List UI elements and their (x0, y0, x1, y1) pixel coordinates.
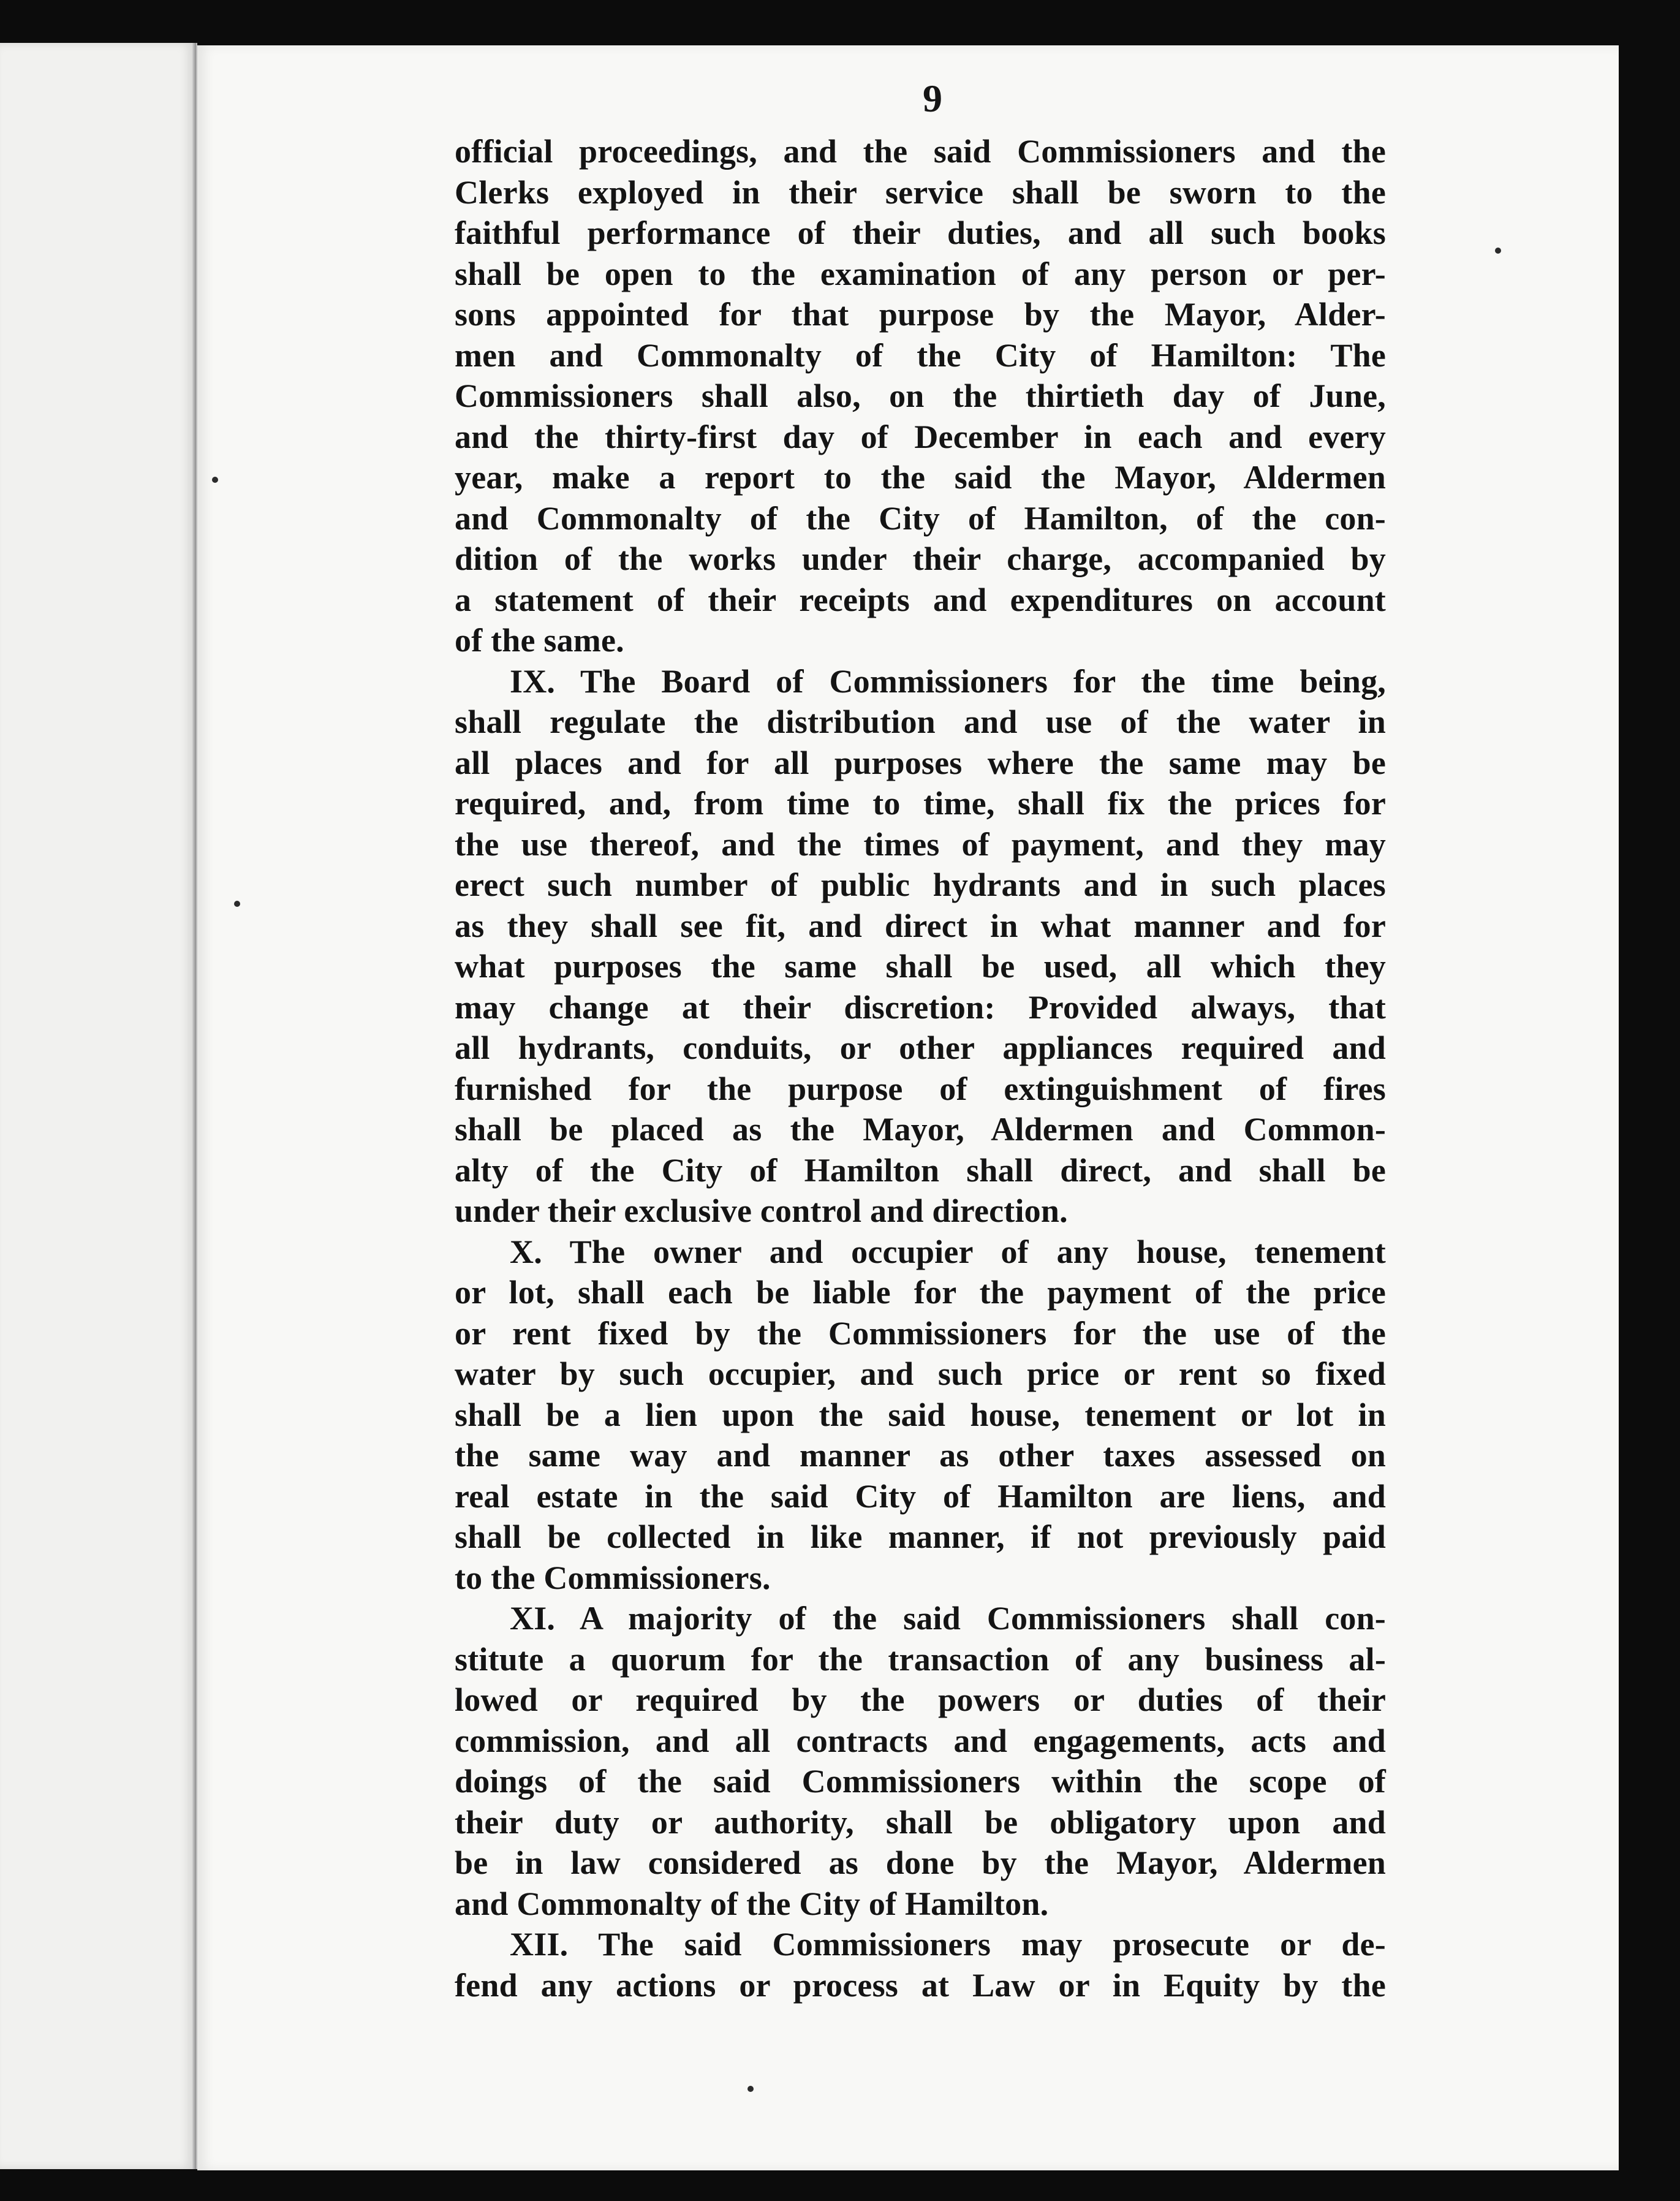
text-line: required, and, from time to time, shall fix the prices for (455, 785, 1386, 822)
text-line: a statement of their receipts and expenditures on account (455, 581, 1386, 618)
text-line: may change at their discretion: Provided always, that (455, 988, 1386, 1026)
text-line: real estate in the said City of Hamilton are liens, and (455, 1477, 1386, 1515)
text-line: all places and for all purposes where the same may be (455, 744, 1386, 781)
text-line: doings of the said Commissioners within the scope of (455, 1763, 1386, 1800)
text-line: to the Commissioners. (455, 1559, 771, 1596)
text-line: commission, and all contracts and engagements, acts and (455, 1722, 1386, 1759)
text-line: or rent fixed by the Commissioners for the use of the (455, 1314, 1386, 1352)
text-line: IX. The Board of Commissioners for the time being, (510, 662, 1386, 700)
text-line: or lot, shall each be liable for the payment of the price (455, 1274, 1386, 1311)
page-spine-shadow (192, 43, 196, 2169)
page-number: 9 (923, 77, 942, 120)
text-line: of the same. (455, 622, 624, 659)
text-line: furnished for the purpose of extinguishment of fires (455, 1070, 1386, 1107)
ink-speck (747, 2086, 754, 2092)
text-line: dition of the works under their charge, accompanied by (455, 540, 1386, 577)
text-line: erect such number of public hydrants and in such places (455, 866, 1386, 903)
text-line: lowed or required by the powers or duties of their (455, 1681, 1386, 1718)
text-line: the same way and manner as other taxes assessed on (455, 1437, 1386, 1474)
text-line: men and Commonalty of the City of Hamilton: The (455, 336, 1386, 374)
text-line: stitute a quorum for the transaction of any business al- (455, 1640, 1386, 1678)
text-line: and Commonalty of the City of Hamilton, of the con- (455, 499, 1386, 537)
text-line: official proceedings, and the said Commissioners and the (455, 133, 1386, 170)
text-line: XI. A majority of the said Commissioners shall con- (510, 1600, 1386, 1637)
text-line: shall be placed as the Mayor, Aldermen and Common- (455, 1111, 1386, 1148)
text-line: under their exclusive control and direction. (455, 1192, 1068, 1229)
text-line: Commissioners shall also, on the thirtieth day of June, (455, 377, 1386, 414)
text-line: their duty or authority, shall be obligatory upon and (455, 1803, 1386, 1841)
ink-speck (212, 477, 218, 483)
text-line: be in law considered as done by the Mayor, Aldermen (455, 1844, 1386, 1881)
text-line: shall be collected in like manner, if not previously paid (455, 1518, 1386, 1555)
text-line: faithful performance of their duties, and all such books (455, 214, 1386, 251)
text-line: shall be open to the examination of any person or per- (455, 255, 1386, 292)
adjacent-page-edge (0, 43, 197, 2169)
text-line: fend any actions or process at Law or in Equity by the (455, 1966, 1386, 2004)
text-line: Clerks exployed in their service shall be sworn to the (455, 173, 1386, 211)
text-line: alty of the City of Hamilton shall direct, and shall be (455, 1151, 1386, 1189)
body-text (455, 131, 1386, 2006)
text-line: shall be a lien upon the said house, tenement or lot in (455, 1396, 1386, 1433)
text-line: shall regulate the distribution and use of the water in (455, 703, 1386, 740)
text-line: X. The owner and occupier of any house, tenement (510, 1233, 1386, 1270)
document-page (197, 45, 1619, 2170)
text-line: year, make a report to the said the Mayor, Aldermen (455, 459, 1386, 496)
text-line: the use thereof, and the times of payment, and they may (455, 825, 1386, 863)
text-line: water by such occupier, and such price or rent so fixed (455, 1355, 1386, 1392)
ink-speck (234, 901, 240, 907)
text-line: and Commonalty of the City of Hamilton. (455, 1885, 1049, 1922)
text-line: as they shall see fit, and direct in what manner and for (455, 907, 1386, 944)
text-line: and the thirty-first day of December in each and every (455, 418, 1386, 455)
text-line: what purposes the same shall be used, all which they (455, 948, 1386, 985)
text-line: XII. The said Commissioners may prosecute or de- (510, 1926, 1386, 1963)
text-line: sons appointed for that purpose by the Mayor, Alder- (455, 296, 1386, 333)
ink-speck (1495, 248, 1501, 254)
text-line: all hydrants, conduits, or other appliances required and (455, 1029, 1386, 1066)
